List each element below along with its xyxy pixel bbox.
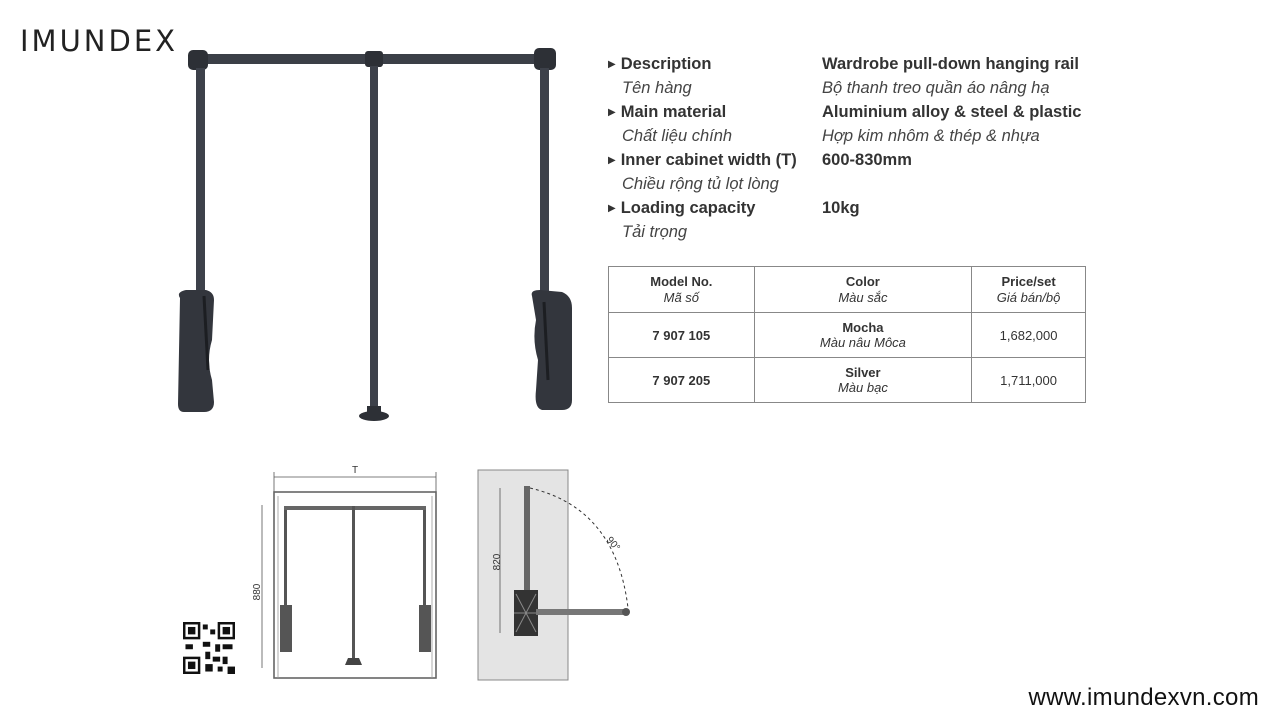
spec-row-width (608, 151, 1128, 199)
cell-model: 7 907 105 (609, 313, 755, 358)
table-row (609, 313, 1086, 358)
cell-color: Silver Màu bạc (754, 358, 971, 403)
height-dimension-label: 880 (252, 583, 263, 601)
cell-model: 7 907 205 (609, 358, 755, 403)
header-color: Color Màu sắc (754, 267, 971, 313)
side-height-label: 820 (492, 553, 503, 571)
side-drawing (476, 468, 636, 682)
cell-price: 1,711,000 (972, 358, 1086, 403)
website-url[interactable]: www.imundexvn.com (1028, 684, 1259, 711)
width-dimension-label: T (351, 465, 359, 476)
header-price: Price/set Giá bán/bộ (972, 267, 1086, 313)
triangle-right-icon: ▶ (608, 155, 616, 166)
spec-label: Main material (620, 103, 727, 121)
header-model: Model No. Mã số (609, 267, 755, 313)
spec-label: Loading capacity (620, 199, 756, 217)
spec-value: Aluminium alloy & steel & plastic (822, 103, 1082, 121)
table-header-row (609, 267, 1086, 313)
spec-value: 600-830mm (822, 151, 912, 169)
spec-label: Inner cabinet width (T) (620, 151, 797, 169)
spec-row-capacity (608, 199, 1128, 247)
spec-label-vi: Chiều rộng tủ lọt lòng (622, 175, 779, 193)
spec-row-description (608, 55, 1128, 103)
triangle-right-icon: ▶ (608, 107, 616, 118)
table-row (609, 358, 1086, 403)
cell-color: Mocha Màu nâu Môca (754, 313, 971, 358)
spec-list (608, 55, 1128, 247)
cell-price: 1,682,000 (972, 313, 1086, 358)
spec-label-vi: Chất liệu chính (622, 127, 733, 145)
front-drawing (240, 460, 450, 685)
triangle-right-icon: ▶ (608, 203, 616, 214)
spec-value-vi: Bộ thanh treo quần áo nâng hạ (822, 79, 1050, 97)
angle-label: 90° (603, 534, 622, 554)
brand-logo: IMUNDEX (20, 24, 179, 58)
spec-value: 10kg (822, 199, 860, 217)
qr-code-icon[interactable] (183, 622, 235, 674)
product-image (170, 40, 590, 430)
spec-row-material (608, 103, 1128, 151)
triangle-right-icon: ▶ (608, 59, 616, 70)
spec-label-vi: Tải trọng (622, 223, 688, 241)
model-table (608, 266, 1086, 403)
spec-label: Description (620, 55, 712, 73)
spec-value: Wardrobe pull-down hanging rail (822, 55, 1079, 73)
spec-value-vi: Hợp kim nhôm & thép & nhựa (822, 127, 1040, 145)
spec-label-vi: Tên hàng (622, 79, 692, 97)
